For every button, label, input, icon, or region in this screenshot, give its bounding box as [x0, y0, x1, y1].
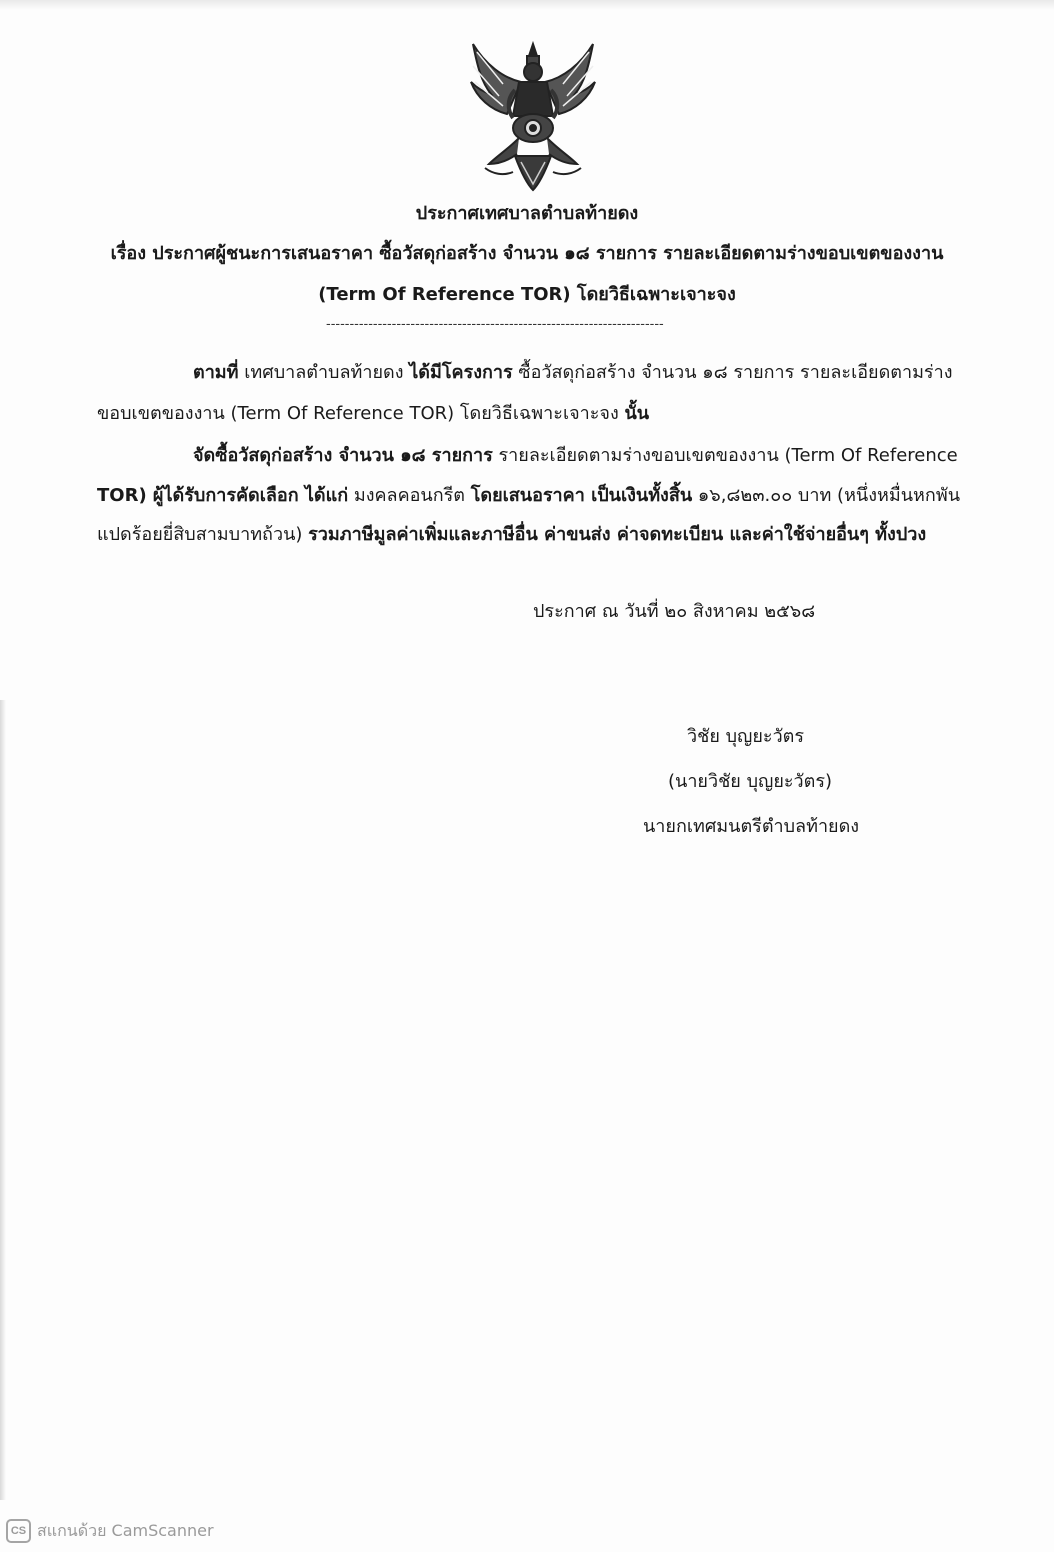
p2-price-amount: ๑๖,๘๒๓.๐๐ บาท (หนึ่งหมื่นหกพัน [692, 485, 960, 506]
p1-agency: เทศบาลตำบลท้ายดง [238, 362, 410, 383]
paragraph-1-line-2 [97, 398, 649, 427]
announcement-subject-line-2: (Term Of Reference TOR) โดยวิธีเฉพาะเจาะจง [318, 284, 736, 305]
camscanner-logo-icon: CS [6, 1519, 31, 1543]
p2-purchase-desc: รายละเอียดตามร่างขอบเขตของงาน (Term Of Reference [492, 445, 958, 466]
printed-name: (นายวิชัย บุญยะวัตร) [668, 771, 833, 792]
camscanner-text: สแกนด้วย CamScanner [37, 1520, 214, 1540]
p2-amount-words: แปดร้อยยี่สิบสามบาทถ้วน) [97, 524, 309, 545]
signed-name: วิชัย บุญยะวัตร [687, 726, 805, 747]
p2-winner-label: TOR) ผู้ได้รับการคัดเลือก ได้แก่ [97, 485, 349, 506]
p2-purchase-label: จัดซื้อวัสดุก่อสร้าง จำนวน ๑๘ รายการ [193, 445, 493, 466]
p2-winner-name: มงคลคอนกรีต [348, 485, 471, 506]
scan-shadow-top [0, 0, 1054, 10]
divider-dashes: ------------------------------------------------------------------------ [326, 317, 664, 332]
paragraph-2-line-3 [97, 519, 926, 548]
p1-project-desc: ซื้อวัสดุก่อสร้าง จำนวน ๑๘ รายการ รายละเอียดตามร่าง [512, 362, 953, 383]
garuda-emblem-icon [463, 38, 603, 194]
p1-project-label: ได้มีโครงการ [409, 362, 513, 383]
p2-inclusions: รวมภาษีมูลค่าเพิ่มและภาษีอื่น ค่าขนส่ง ค่าจดทะเบียน และค่าใช้จ่ายอื่นๆ ทั้งปวง [308, 524, 927, 545]
announcement-title: ประกาศเทศบาลตำบลท้ายดง [415, 203, 639, 224]
p1-line2-end: นั้น [624, 403, 650, 424]
scan-shadow-left [0, 700, 6, 1500]
p1-lead: ตามที่ [193, 362, 239, 383]
p1-line2-text: ขอบเขตของงาน (Term Of Reference TOR) โดยวิธีเฉพาะเจาะจง [97, 403, 625, 424]
announcement-subject-line-1: เรื่อง ประกาศผู้ชนะการเสนอราคา ซื้อวัสดุก่อสร้าง จำนวน ๑๘ รายการ รายละเอียดตามร่างขอบเขตของงาน [110, 243, 944, 264]
paragraph-2-line-2 [97, 480, 960, 509]
announcement-date: ประกาศ ณ วันที่ ๒๐ สิงหาคม ๒๕๖๘ [533, 601, 816, 622]
paragraph-1-line-1 [193, 357, 953, 386]
p2-price-label: โดยเสนอราคา เป็นเงินทั้งสิ้น [470, 485, 693, 506]
signer-position: นายกเทศมนตรีตำบลท้ายดง [643, 816, 860, 837]
paragraph-2-line-1 [193, 440, 958, 469]
camscanner-watermark [6, 1518, 214, 1544]
